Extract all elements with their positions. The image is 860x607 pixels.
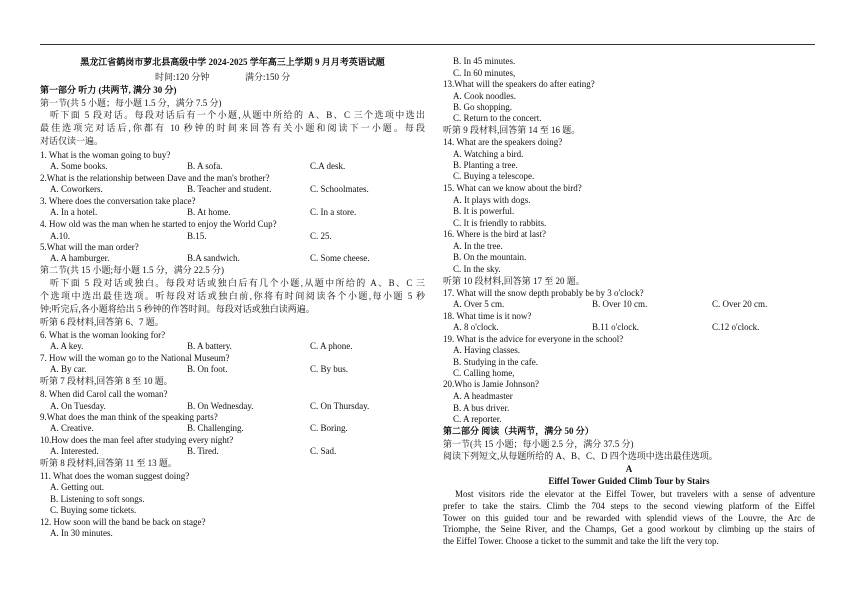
section1-heading: 第一节(共 5 小题；每小题 1.5 分，满分 7.5 分) — [40, 98, 222, 108]
question-stem: 8. When did Carol call the woman? — [40, 389, 168, 399]
option-b: B. Go shopping. — [453, 102, 513, 112]
question-stem: 15. What can we know about the bird? — [443, 183, 582, 193]
question-stem: 9.What does the man think of the speaking parts? — [40, 412, 218, 422]
material-note: 听第 7 段材料,回答第 8 至 10 题。 — [40, 376, 173, 386]
option-a: A. In the tree. — [453, 241, 503, 251]
option-a: A. Cook noodles. — [453, 91, 516, 101]
options-row — [40, 422, 425, 434]
option-b: B. At home. — [187, 207, 231, 217]
option-b: B. Challenging. — [187, 423, 244, 433]
question-stem: 19. What is the advice for everyone in the school? — [443, 334, 624, 344]
option-c: C. In the sky. — [453, 264, 501, 274]
options-row — [40, 340, 425, 352]
option-b: B. In 45 minutes. — [453, 56, 516, 66]
question-stem: 12. How soon will the band be back on stage? — [40, 517, 206, 527]
option-a: A. Over 5 cm. — [453, 299, 505, 309]
question-stem: 2.What is the relationship between Dave and the man's brother? — [40, 173, 270, 183]
options-row — [40, 363, 425, 375]
option-c: C. In 60 minutes, — [453, 68, 516, 78]
option-a: A. Having classes. — [453, 345, 520, 355]
option-b: B.A sandwich. — [187, 253, 240, 263]
question-stem: 7. How will the woman go to the National Museum? — [40, 353, 230, 363]
option-c: C. In a store. — [310, 207, 357, 217]
section1-instruction-line: 听下面 5 段对话。每段对话后有一个小题,从题中所给的 A、B、C 三个选项中选出 — [50, 110, 425, 120]
options-row — [40, 252, 425, 264]
options-row — [40, 183, 425, 195]
section2-instruction-line: 听下面 5 段对话或独白。每段对话或独白后有几个小题,从题中所给的 A、B、C 三 — [50, 278, 425, 288]
section2-heading: 第二节(共 15 小题;每小题 1.5 分，满分 22.5 分) — [40, 265, 224, 275]
exam-time: 时间:120 分钟 — [155, 72, 210, 82]
question-stem: 14. What are the speakers doing? — [443, 137, 563, 147]
option-b: B. Planting a tree. — [453, 160, 518, 170]
option-a: A. Interested. — [50, 446, 99, 456]
options-row — [40, 160, 425, 172]
option-b: B. A bus driver. — [453, 403, 510, 413]
option-b: B. A sofa. — [187, 161, 223, 171]
material-note: 听第 6 段材料,回答第 6、7 题。 — [40, 317, 164, 327]
option-a: A. By car. — [50, 364, 87, 374]
exam-title: 黑龙江省鹤岗市萝北县高级中学 2024-2025 学年高三上学期 9 月月考英语试题 — [80, 57, 385, 67]
option-c: C. Some cheese. — [310, 253, 370, 263]
passage-line: Tower on this guided tour and be rewarded with splendid views of the Louvre, the Arc de — [443, 513, 815, 523]
question-stem: 5.What will the man order? — [40, 242, 139, 252]
material-note: 听第 8 段材料,回答第 11 至 13 题。 — [40, 458, 177, 468]
question-stem: 16. Where is the bird at last? — [443, 229, 547, 239]
option-a: A. Coworkers. — [50, 184, 103, 194]
options-row — [443, 321, 815, 333]
option-c: C. Schoolmates. — [310, 184, 369, 194]
material-note: 听第 9 段材料,回答第 14 至 16 题。 — [443, 125, 581, 135]
option-b: B. Listening to soft songs. — [50, 494, 145, 504]
option-c: C.12 o'clock. — [712, 322, 760, 332]
option-b: B. On the mountain. — [453, 252, 527, 262]
option-a: A. In a hotel. — [50, 207, 98, 217]
option-c: C. Boring. — [310, 423, 348, 433]
option-c: C.A desk. — [310, 161, 346, 171]
exam-meta — [40, 71, 425, 83]
passage-line: the Eiffel Tower. Choose a ticket to the summit and take the lift the very top. — [443, 536, 719, 546]
option-c: C. A reporter. — [453, 414, 502, 424]
option-c: C. By bus. — [310, 364, 349, 374]
option-a: A. A headmaster — [453, 391, 513, 401]
reading-instruction: 阅读下列短文,从每题所给的 A、B、C、D 四个选项中选出最佳选项。 — [443, 451, 718, 461]
option-c: C. A phone. — [310, 341, 353, 351]
question-stem: 1. What is the woman going to buy? — [40, 150, 171, 160]
right-column — [443, 0, 815, 607]
question-stem: 17. What will the snow depth probably be by 3 o'clock? — [443, 288, 644, 298]
question-stem: 20.Who is Jamie Johnson? — [443, 379, 539, 389]
material-note: 听第 10 段材料,回答第 17 至 20 题。 — [443, 276, 585, 286]
part2-heading: 第二部分 阅读（共两节，满分 50 分） — [443, 426, 594, 436]
passage-label: A — [625, 464, 633, 474]
options-row — [40, 445, 425, 457]
options-row — [40, 206, 425, 218]
option-c: C. On Thursday. — [310, 401, 370, 411]
option-c: C. Buying some tickets. — [50, 505, 137, 515]
left-column — [40, 0, 425, 607]
reading-section1-heading: 第一节(共 15 小题；每小题 2.5 分，满分 37.5 分) — [443, 439, 634, 449]
question-stem: 11. What does the woman suggest doing? — [40, 471, 190, 481]
section2-instruction-line: 个选项中选出最佳选项。听每段对话或独白前,你将有时间阅读各个小题,每小题 5 秒 — [40, 291, 425, 301]
option-b: B. Teacher and student. — [187, 184, 272, 194]
section1-instruction-line: 对话仅读一遍。 — [40, 136, 104, 146]
option-c: C. Return to the concert. — [453, 113, 542, 123]
option-b: B. A battery. — [187, 341, 232, 351]
option-c: C. Sad. — [310, 446, 337, 456]
option-a: A. On Tuesday. — [50, 401, 106, 411]
exam-full-score: 满分:150 分 — [245, 72, 291, 82]
option-a: A. A key. — [50, 341, 84, 351]
option-b: B. Studying in the cafe. — [453, 357, 538, 367]
option-a: A. Some books. — [50, 161, 108, 171]
question-stem: 4. How old was the man when he started to enjoy the World Cup? — [40, 219, 277, 229]
option-a: A. 8 o'clock. — [453, 322, 499, 332]
passage-line: prefer to take the stairs. Climb the 704 steps to the second viewing platform of the Eiffel — [443, 501, 815, 511]
option-a: A. A hamburger. — [50, 253, 110, 263]
part1-heading: 第一部分 听力 (共两节, 满分 30 分) — [40, 85, 177, 95]
passage-title: Eiffel Tower Guided Climb Tour by Stairs — [548, 476, 710, 486]
option-c: C. It is friendly to rabbits. — [453, 218, 547, 228]
option-b: B. On Wednesday. — [187, 401, 254, 411]
passage-line: Most visitors ride the elevator at the Eiffel Tower, but travelers with a sense of adventure — [455, 489, 815, 499]
option-a: A. Watching a bird. — [453, 149, 524, 159]
options-row — [443, 298, 815, 310]
passage-line: Triomphe, the Seine River, and the Champs, Get a good workout by climbing up the stairs of — [443, 524, 815, 534]
option-b: B.11 o'clock. — [592, 322, 640, 332]
option-a: A. It plays with dogs. — [453, 195, 531, 205]
option-c: C. 25. — [310, 231, 332, 241]
option-c: C. Calling home, — [453, 368, 515, 378]
option-a: A. In 30 minutes. — [50, 528, 113, 538]
option-a: A. Getting out. — [50, 482, 104, 492]
section2-instruction-line: 钟;听完后,各小题将给出 5 秒钟的作答时间。每段对话或独白读两遍。 — [40, 304, 315, 314]
option-c: C. Over 20 cm. — [712, 299, 768, 309]
option-c: C. Buying a telescope. — [453, 171, 535, 181]
question-stem: 13.What will the speakers do after eating? — [443, 79, 595, 89]
option-b: B. On foot. — [187, 364, 228, 374]
option-a: A. Creative. — [50, 423, 94, 433]
option-b: B. Tired. — [187, 446, 219, 456]
question-stem: 18. What time is it now? — [443, 311, 532, 321]
option-b: B.15. — [187, 231, 207, 241]
option-b: B. It is powerful. — [453, 206, 515, 216]
section1-instruction-line: 最佳选项完对话后,你都有 10 秒钟的时间来回答有关小题和阅读下一小题。每段 — [40, 123, 425, 133]
option-a: A.10. — [50, 231, 70, 241]
question-stem: 6. What is the woman looking for? — [40, 330, 166, 340]
question-stem: 3. Where does the conversation take place? — [40, 196, 196, 206]
option-b: B. Over 10 cm. — [592, 299, 648, 309]
question-stem: 10.How does the man feel after studying every night? — [40, 435, 234, 445]
